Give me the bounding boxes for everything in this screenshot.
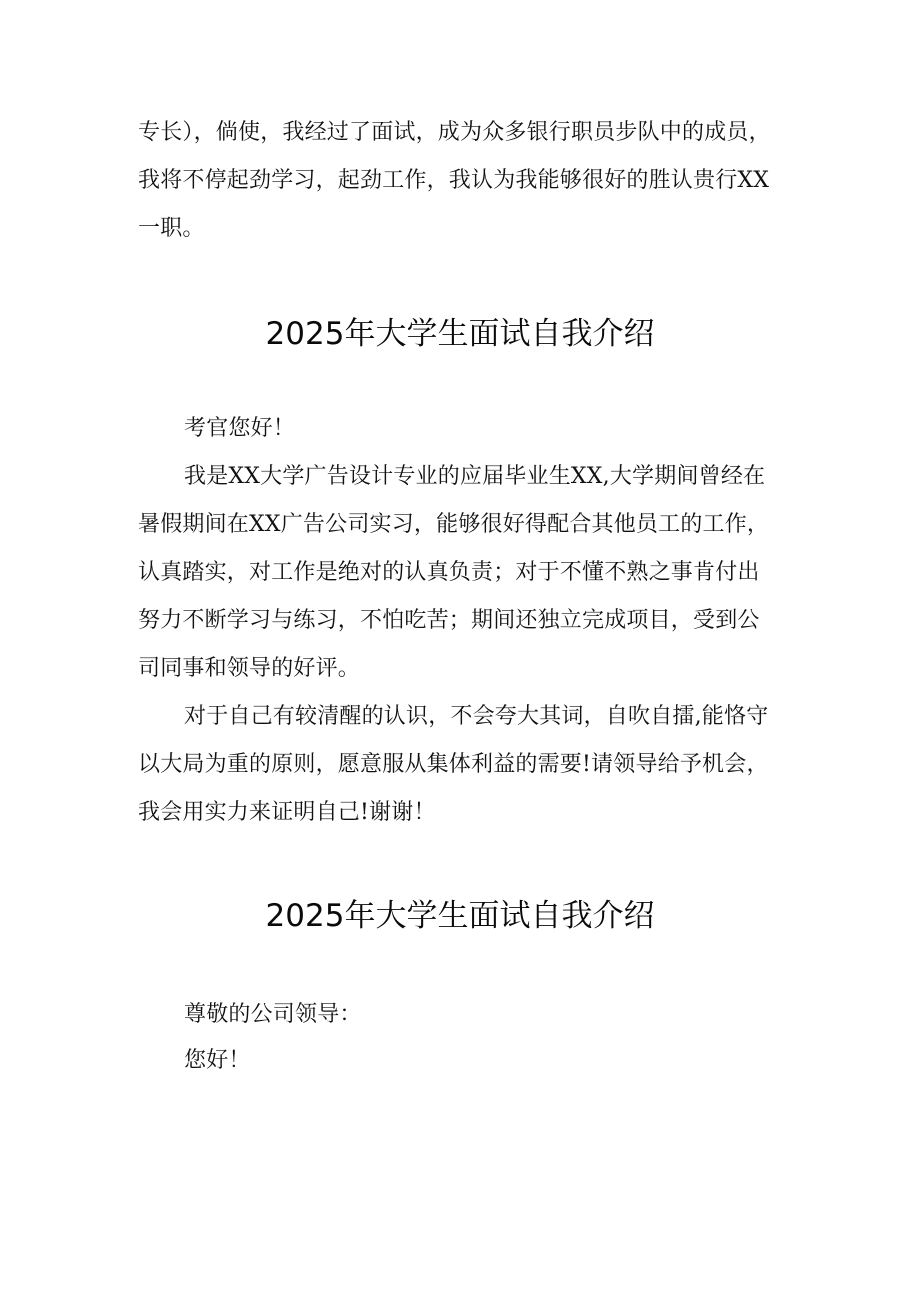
section-1-para-1-line-5: 司同事和领导的好评。 (138, 656, 361, 681)
intro-line-1: 专长），倘使，我经过了面试，成为众多银行职员步队中的成员， (138, 120, 771, 145)
section-1-para-2-line-2: 以大局为重的原则，愿意服从集体利益的需要!请领导给予机会， (138, 752, 769, 777)
section-2-greeting: 您好！ (184, 1048, 251, 1073)
intro-line-2: 我将不停起劲学习，起劲工作，我认为我能够很好的胜认贵行XX (138, 168, 770, 193)
section-1-para-1-line-3: 认真踏实，对工作是绝对的认真负责；对于不懂不熟之事肯付出 (138, 560, 760, 585)
section-1-title: 2025年大学生面试自我介绍 (265, 316, 655, 352)
intro-line-3: 一职。 (138, 216, 205, 241)
section-1-para-1-line-1: 我是XX大学广告设计专业的应届毕业生XX,大学期间曾经在 (184, 464, 766, 489)
section-2-title: 2025年大学生面试自我介绍 (265, 898, 655, 934)
section-2-salutation: 尊敬的公司领导： (184, 1002, 362, 1027)
section-1-greeting: 考官您好！ (184, 416, 296, 441)
section-1-para-2-line-3: 我会用实力来证明自己!谢谢！ (138, 800, 436, 825)
section-1-para-1-line-4: 努力不断学习与练习，不怕吃苦；期间还独立完成项目，受到公 (138, 608, 760, 633)
section-1-para-2-line-1: 对于自己有较清醒的认识，不会夸大其词，自吹自擂,能恪守 (184, 704, 769, 729)
section-1-para-1-line-2: 暑假期间在XX广告公司实习，能够很好得配合其他员工的工作， (138, 512, 770, 537)
